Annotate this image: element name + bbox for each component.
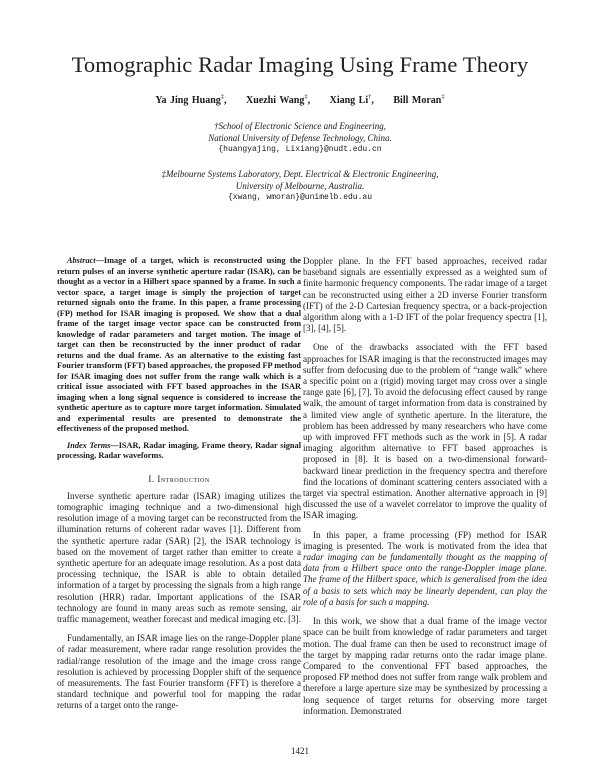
author-affil-mark: ‡ — [441, 94, 445, 101]
author-affil-mark: ‡ — [220, 94, 225, 101]
page-number: 1421 — [291, 746, 309, 756]
author-name: Xuezhi Wang — [246, 95, 305, 107]
author-name: Ya Jing Huang — [155, 95, 221, 107]
author-affil-mark: ‡ — [304, 94, 308, 101]
paragraph: Doppler plane. In the FFT based approaches, received radar baseband signals are essentially expressed as a weighted sum of finite harmonic frequency components. The radar image of a target can be reconstructed using either a 2D inverse Fourier transform (IFT) of the 2-D Cartesian frequency spectra, or a back-projection algorithm along with a 1-D IFT of the polar frequency spectra [1], [3], [4], [5]. — [303, 256, 547, 334]
affiliation-line: ‡Melbourne Systems Laboratory, Dept. Electrical & Electronic Engineering, — [161, 169, 439, 179]
right-column — [303, 256, 547, 717]
affiliation-line: National University of Defense Technology, China. — [208, 133, 392, 143]
author-affil-mark: † — [368, 94, 372, 101]
emphasized-text: radar imaging can be fundamentally thought as the mapping of data from a Hilbert space onto the range-Doppler image plane. The frame of the Hilbert space, which is generalised from the idea of a basis to sets which may be linearly dependent, can play the role of a basis for such a mapping. — [303, 552, 547, 607]
affiliation-email: {xwang, wmoran}@unimelb.edu.au — [227, 193, 373, 202]
index-terms-label: Index Terms — [67, 440, 111, 450]
left-column — [57, 256, 301, 712]
paragraph: Inverse synthetic aperture radar (ISAR) imaging utilizes the tomographic imaging technique and a two-dimensional high resolution image of a moving target can be reconstructed from the illumination returns of coherent radar waves [1]. Different from the synthetic aperture radar (SAR) [2], the ISAR technology is based on the movement of target rather than emitter to create a synthetic aperture for an adequate image resolution. As a post data processing technique, the ISAR is able to obtain detailed information of a target by processing the signals from a high range resolution (HRR) radar. Important applications of the ISAR technology are found in many areas such as remote sensing, air traffic management, weather forecast and medical imaging etc. [3]. — [57, 490, 301, 624]
author-name: Bill Moran — [393, 95, 442, 107]
index-terms — [57, 441, 301, 462]
author-1: Ya Jing Huang‡, — [155, 94, 227, 107]
paragraph-text: In this paper, a frame processing (FP) method for ISAR imaging is presented. The work is motivated from the idea that — [303, 529, 547, 551]
author-3: Xiang Li†, — [329, 94, 374, 107]
abstract-text: —Image of a target, which is reconstructed using the return pulses of an inverse synthetic aperture radar (ISAR), can be thought as a vector in a Hilbert space spanned by a frame. In such a vector space, a target image is simply the projection of target returned signals onto the frame. In this paper, a frame processing (FP) method for ISAR imaging is proposed. We show that a dual frame of the target image vector space can be constructed from knowledge of radar parameters and target motion. The image of target can then be reconstructed by the inner product of radar returns and the dual frame. As an alternative to the existing fast Fourier transform (FFT) based approaches, the proposed FP method for ISAR imaging does not suffer from the range walk which is a critical issue associated with FFT based approaches in the ISAR imaging when a long signal sequence is considered to increase the synthetic aperture as to capture more target information. Simulated and experimental results are presented to demonstrate the effectiveness of the proposed method. — [57, 256, 301, 433]
affiliation-email: {huangyajing, Lixiang}@nudt.edu.cn — [218, 145, 382, 154]
abstract — [57, 256, 301, 435]
section-heading-introduction: I. Introduction — [148, 473, 210, 484]
paragraph — [303, 530, 547, 608]
paragraph: In this work, we show that a dual frame of the image vector space can be built from knowledge of radar parameters and target motion. The dual frame can then be used to reconstruct image of the target by mapping radar returns onto the radar image plane. Compared to the conventional FFT based approaches, the proposed FP method does not suffer from range walk problem and therefore a large aperture size may be synthesized by processing a long sequence of target returns for observing more target information. Demonstrated — [303, 616, 547, 716]
abstract-label: Abstract — [67, 256, 96, 265]
author-name: Xiang Li — [329, 95, 369, 107]
affiliation-line: University of Melbourne, Australia. — [235, 181, 365, 191]
affiliation-melbourne — [0, 168, 600, 204]
paragraph: Fundamentally, an ISAR image lies on the range-Doppler plane of radar measurement, where radar range resolution provides the radial/range resolution of the image and the image cross range resolution is achieved by processing Doppler shift of the sequence of measurements. The fast Fourier transform (FFT) is therefore a standard technique and powerful tool for mapping the radar returns of a target onto the range- — [57, 633, 301, 711]
author-list — [0, 94, 600, 106]
affiliation-nudt — [0, 120, 600, 156]
author-2: Xuezhi Wang‡, — [246, 94, 311, 107]
index-terms-text: —ISAR, Radar imaging, Frame theory, Radar signal processing, Radar waveforms. — [57, 440, 301, 460]
author-4 — [393, 95, 444, 106]
paper-title: Tomographic Radar Imaging Using Frame Theory — [71, 52, 529, 77]
paragraph: One of the drawbacks associated with the FFT based approaches for ISAR imaging is that the reconstructed images may suffer from defocusing due to the problem of “range walk” where a specific point on a (rigid) moving target may cross over a single range gate [6], [7]. To avoid the defocusing effect caused by range walk, the amount of target information from data is constrained by a limited view angle of synthetic aperture. In the literature, the problem has been addressed by many researchers who have come up with improved FFT methods such as the work in [5]. A radar imaging algorithm alternative to FFT based approaches is proposed in [8]. It is based on a two-dimensional forward-backward linear prediction in the frequency spectra and therefore find the locations of dominant scattering centers associated with a target via spectral estimation. Another alternative approach in [9] discussed the use of a wavelet correlator to improve the quality of ISAR imaging. — [303, 342, 547, 521]
affiliation-line: †School of Electronic Science and Engineering, — [213, 121, 387, 131]
